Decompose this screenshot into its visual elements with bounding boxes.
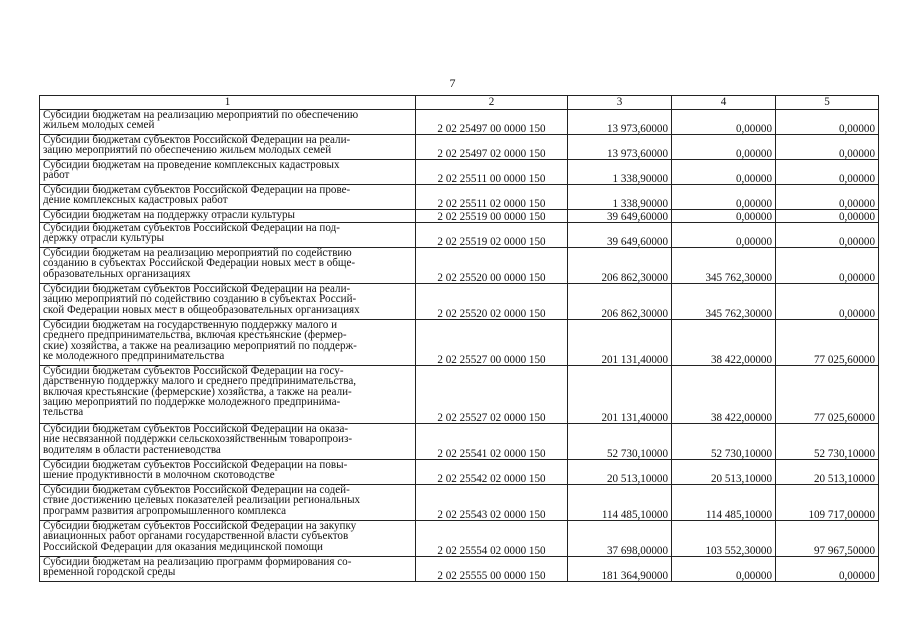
- subsidy-description: [40, 460, 416, 485]
- subsidy-description: [40, 110, 416, 135]
- table-row: [40, 135, 879, 160]
- description-line: тельства: [43, 406, 84, 419]
- description-line: Субсидии бюджетам субъектов Российской Федерации на закупку: [43, 520, 357, 532]
- budget-code: 2 02 25519 00 0000 150: [416, 210, 568, 223]
- description-line: Субсидии бюджетам субъектов Российской Федерации на оказа-: [43, 423, 349, 435]
- description-line: ской Федерации новых мест в общеобразовательных организациях: [43, 303, 360, 316]
- description-line: жильем молодых семей: [43, 119, 155, 132]
- budget-code: 2 02 25511 00 0000 150: [416, 160, 568, 185]
- amount-col4: 103 552,30000: [672, 521, 776, 557]
- description-line: образовательных организациях: [43, 267, 191, 280]
- amount-col3: 206 862,30000: [568, 284, 672, 320]
- column-header: 1: [40, 96, 416, 110]
- amount-col3: 201 131,40000: [568, 366, 672, 424]
- description-line: Субсидии бюджетам субъектов Российской Федерации на повы-: [43, 459, 348, 471]
- budget-code: 2 02 25527 02 0000 150: [416, 366, 568, 424]
- amount-col5: 0,00000: [776, 185, 879, 210]
- description-line: Субсидии бюджетам субъектов Российской Федерации на госу-: [43, 365, 344, 377]
- budget-table: [39, 95, 879, 582]
- description-line: Субсидии бюджетам на реализацию мероприятий по обеспечению: [43, 109, 359, 121]
- table-row: [40, 284, 879, 320]
- amount-col4: 52 730,10000: [672, 424, 776, 460]
- amount-col4: 20 513,10000: [672, 460, 776, 485]
- description-line: Субсидии бюджетам субъектов Российской Федерации на реали-: [43, 283, 351, 295]
- table-row: [40, 557, 879, 582]
- amount-col3: 39 649,60000: [568, 210, 672, 223]
- description-line: ние несвязанной поддержки сельскохозяйственным товаропроиз-: [43, 433, 353, 446]
- amount-col5: 0,00000: [776, 210, 879, 223]
- page-number: 7: [449, 76, 456, 90]
- description-line: дение комплексных кадастровых работ: [43, 194, 228, 207]
- description-line: дарственную поддержку малого и среднего предпринимательства,: [43, 375, 357, 388]
- amount-col4: 0,00000: [672, 160, 776, 185]
- subsidy-description: [40, 424, 416, 460]
- description-line: работ: [43, 169, 70, 182]
- budget-code: 2 02 25520 00 0000 150: [416, 248, 568, 284]
- amount-col3: 13 973,60000: [568, 135, 672, 160]
- column-header: 4: [672, 96, 776, 110]
- table-row: [40, 460, 879, 485]
- description-line: зацию мероприятий по поддержке молодежного предпринима-: [43, 395, 341, 408]
- amount-col5: 77 025,60000: [776, 366, 879, 424]
- table-row: [40, 110, 879, 135]
- amount-col5: 0,00000: [776, 284, 879, 320]
- amount-col3: 39 649,60000: [568, 223, 672, 248]
- amount-col4: 0,00000: [672, 135, 776, 160]
- table-row: [40, 185, 879, 210]
- subsidy-description: [40, 485, 416, 521]
- amount-col5: 0,00000: [776, 248, 879, 284]
- subsidy-description: [40, 320, 416, 366]
- description-line: Субсидии бюджетам субъектов Российской Федерации на под-: [43, 222, 340, 234]
- subsidy-description: [40, 160, 416, 185]
- description-line: ствие достижению целевых показателей реализации региональных: [43, 494, 361, 507]
- table-row: [40, 424, 879, 460]
- description-line: ские) хозяйства, а также на реализацию мероприятий по поддерж-: [43, 339, 357, 352]
- subsidy-description: [40, 557, 416, 582]
- budget-code: 2 02 25542 02 0000 150: [416, 460, 568, 485]
- amount-col4: 0,00000: [672, 210, 776, 223]
- description-line: Субсидии бюджетам на проведение комплексных кадастровых: [43, 159, 340, 171]
- budget-code: 2 02 25541 02 0000 150: [416, 424, 568, 460]
- budget-code: 2 02 25497 02 0000 150: [416, 135, 568, 160]
- amount-col4: 0,00000: [672, 557, 776, 582]
- amount-col3: 52 730,10000: [568, 424, 672, 460]
- amount-col5: 109 717,00000: [776, 485, 879, 521]
- amount-col3: 13 973,60000: [568, 110, 672, 135]
- budget-code: 2 02 25497 00 0000 150: [416, 110, 568, 135]
- budget-code: 2 02 25520 02 0000 150: [416, 284, 568, 320]
- amount-col4: 345 762,30000: [672, 248, 776, 284]
- budget-code: 2 02 25555 00 0000 150: [416, 557, 568, 582]
- budget-code: 2 02 25554 02 0000 150: [416, 521, 568, 557]
- amount-col5: 20 513,10000: [776, 460, 879, 485]
- table-row: [40, 160, 879, 185]
- amount-col5: 0,00000: [776, 110, 879, 135]
- table-row: [40, 223, 879, 248]
- subsidy-description: [40, 366, 416, 424]
- amount-col5: 77 025,60000: [776, 320, 879, 366]
- amount-col4: 114 485,10000: [672, 485, 776, 521]
- description-line: водителям в области растениеводства: [43, 443, 221, 456]
- amount-col3: 20 513,10000: [568, 460, 672, 485]
- subsidy-description: [40, 185, 416, 210]
- description-line: Субсидии бюджетам на реализацию мероприятий по содействию: [43, 247, 352, 259]
- subsidy-description: [40, 223, 416, 248]
- table-row: [40, 210, 879, 223]
- subsidy-description: [40, 248, 416, 284]
- description-line: включая крестьянские (фермерские) хозяйства, а также на реали-: [43, 385, 352, 398]
- budget-code: 2 02 25527 00 0000 150: [416, 320, 568, 366]
- amount-col3: 37 698,00000: [568, 521, 672, 557]
- description-line: созданию в субъектах Российской Федерации новых мест в обще-: [43, 257, 356, 270]
- amount-col4: 0,00000: [672, 185, 776, 210]
- description-line: Субсидии бюджетам на реализацию программ формирования со-: [43, 556, 352, 568]
- description-line: зацию мероприятий по содействию созданию в субъектах Россий-: [43, 293, 357, 306]
- description-line: зацию мероприятий по обеспечению жильем молодых семей: [43, 144, 332, 157]
- amount-col4: 38 422,00000: [672, 366, 776, 424]
- table-row: [40, 248, 879, 284]
- description-line: Субсидии бюджетам субъектов Российской Федерации на реали-: [43, 134, 351, 146]
- budget-code: 2 02 25543 02 0000 150: [416, 485, 568, 521]
- amount-col4: 0,00000: [672, 110, 776, 135]
- amount-col4: 38 422,00000: [672, 320, 776, 366]
- description-line: держку отрасли культуры: [43, 232, 165, 245]
- description-line: Субсидии бюджетам субъектов Российской Федерации на содей-: [43, 484, 350, 496]
- amount-col3: 1 338,90000: [568, 185, 672, 210]
- subsidy-description: [40, 284, 416, 320]
- table-row: [40, 320, 879, 366]
- column-header: 2: [416, 96, 568, 110]
- subsidy-description: [40, 135, 416, 160]
- description-line: среднего предпринимательства, включая крестьянские (фермер-: [43, 329, 347, 342]
- subsidy-description: [40, 521, 416, 557]
- description-line: ке молодежного предпринимательства: [43, 349, 225, 362]
- table-row: [40, 485, 879, 521]
- subsidy-description: [40, 210, 416, 223]
- description-line: шение продуктивности в молочном скотоводстве: [43, 469, 275, 482]
- description-line: Субсидии бюджетам на государственную поддержку малого и: [43, 319, 338, 331]
- budget-code: 2 02 25519 02 0000 150: [416, 223, 568, 248]
- description-line: программ развития агропромышленного комплекса: [43, 504, 287, 517]
- amount-col4: 345 762,30000: [672, 284, 776, 320]
- amount-col5: 97 967,50000: [776, 521, 879, 557]
- amount-col5: 0,00000: [776, 223, 879, 248]
- amount-col4: 0,00000: [672, 223, 776, 248]
- amount-col5: 52 730,10000: [776, 424, 879, 460]
- amount-col3: 181 364,90000: [568, 557, 672, 582]
- column-header: 5: [776, 96, 879, 110]
- amount-col3: 206 862,30000: [568, 248, 672, 284]
- amount-col5: 0,00000: [776, 135, 879, 160]
- description-line: Субсидии бюджетам субъектов Российской Федерации на прове-: [43, 184, 351, 196]
- description-line: временной городской среды: [43, 566, 176, 579]
- description-line: авиационных работ органами государственной власти субъектов: [43, 530, 349, 543]
- table-row: [40, 366, 879, 424]
- amount-col3: 114 485,10000: [568, 485, 672, 521]
- table-header-row: [40, 96, 879, 110]
- description-line: Субсидии бюджетам на поддержку отрасли культуры: [43, 209, 295, 221]
- table-row: [40, 521, 879, 557]
- amount-col5: 0,00000: [776, 557, 879, 582]
- amount-col3: 1 338,90000: [568, 160, 672, 185]
- column-header: 3: [568, 96, 672, 110]
- amount-col5: 0,00000: [776, 160, 879, 185]
- amount-col3: 201 131,40000: [568, 320, 672, 366]
- description-line: Российской Федерации для оказания медицинской помощи: [43, 540, 323, 553]
- budget-code: 2 02 25511 02 0000 150: [416, 185, 568, 210]
